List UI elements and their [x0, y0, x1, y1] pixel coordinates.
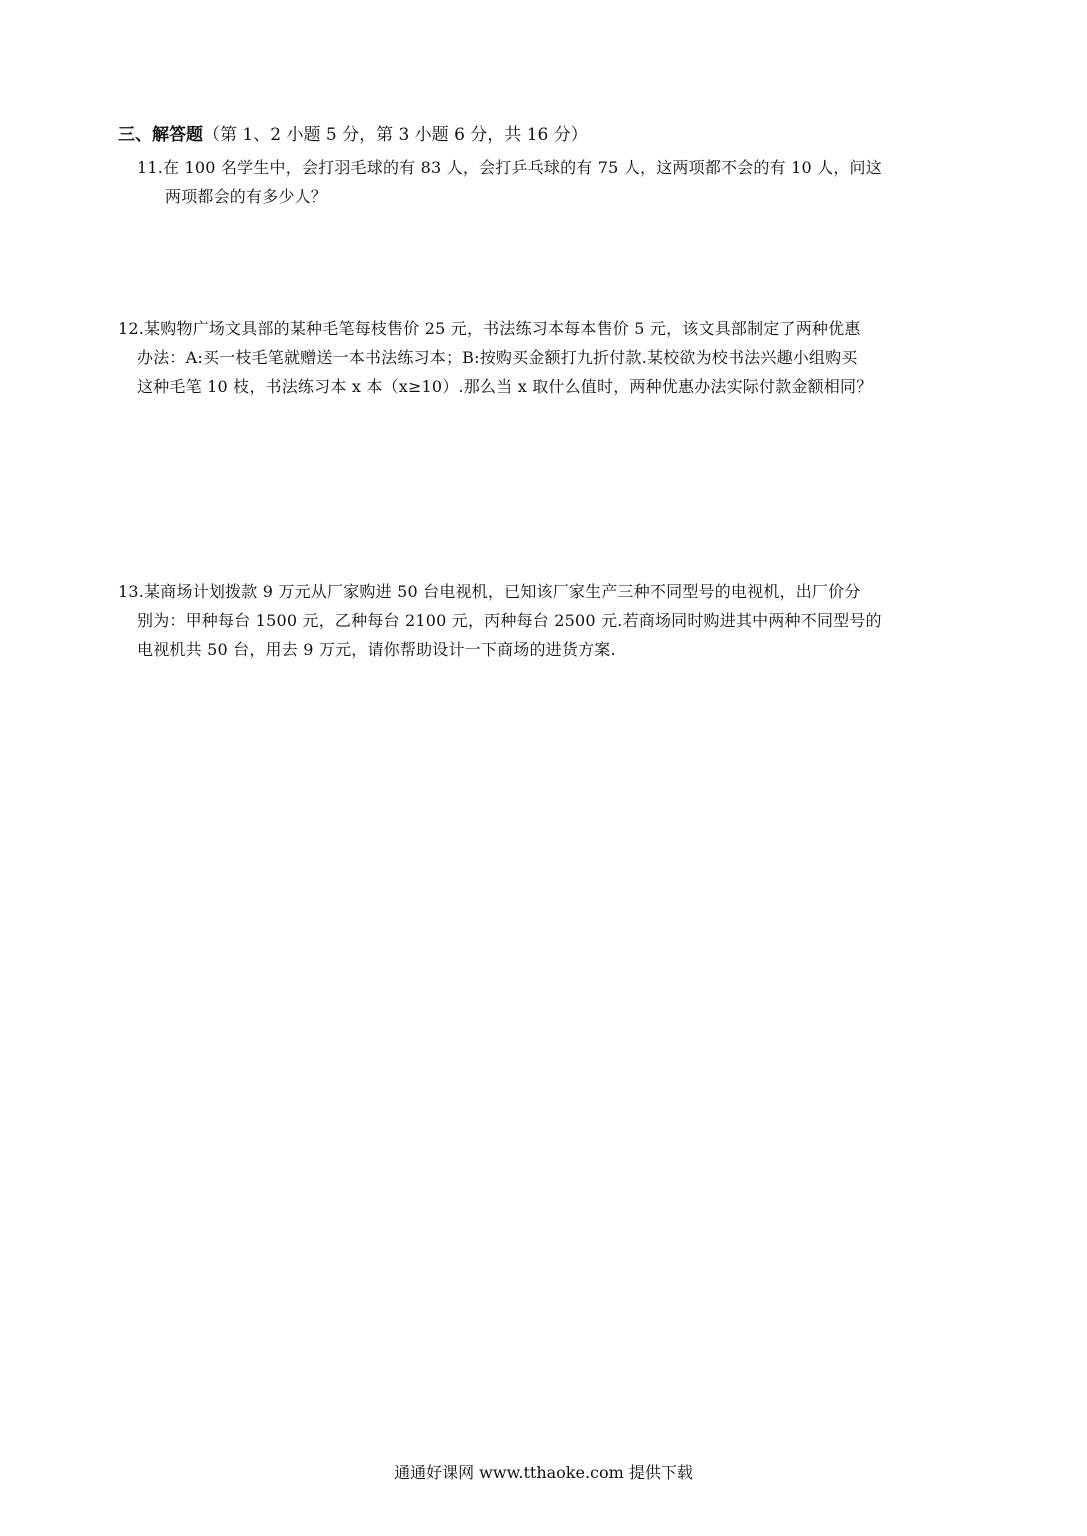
question-11	[137, 153, 977, 211]
question-text-line: 别为：甲种每台 1500 元，乙种每台 2100 元，丙种每台 2500 元.若商场同时购进其中两种不同型号的	[137, 611, 882, 630]
question-text-line: 电视机共 50 台，用去 9 万元，请你帮助设计一下商场的进货方案.	[137, 640, 616, 659]
section-scoring-note: （第 1、2 小题 5 分，第 3 小题 6 分，共 16 分）	[203, 125, 588, 145]
question-text-line: 某购物广场文具部的某种毛笔每枝售价 25 元，书法练习本每本售价 5 元，该文具部制定了两种优惠	[144, 319, 861, 338]
question-text-line: 两项都会的有多少人？	[165, 187, 328, 206]
section-header	[118, 123, 588, 147]
page-footer: 通通好课网 www.tthaoke.com 提供下载	[394, 1463, 693, 1482]
question-number: 12.	[118, 319, 145, 338]
question-text-line: 某商场计划拨款 9 万元从厂家购进 50 台电视机，已知该厂家生产三种不同型号的电视机，出厂价分	[144, 582, 861, 601]
question-number: 11.	[137, 158, 164, 177]
question-12	[118, 314, 978, 401]
question-text-line: 办法：A:买一枝毛笔就赠送一本书法练习本；B:按购买金额打九折付款.某校欲为校书法兴趣小组购买	[137, 348, 858, 367]
question-13	[118, 577, 978, 664]
question-text-line: 在 100 名学生中，会打羽毛球的有 83 人，会打乒乓球的有 75 人，这两项都不会的有 10 人，问这	[163, 158, 882, 177]
question-text-line: 这种毛笔 10 枝，书法练习本 x 本（x≥10）.那么当 x 取什么值时，两种优惠办法实际付款金额相同？	[137, 377, 873, 396]
question-number: 13.	[118, 582, 145, 601]
section-title: 三、解答题	[118, 125, 203, 145]
